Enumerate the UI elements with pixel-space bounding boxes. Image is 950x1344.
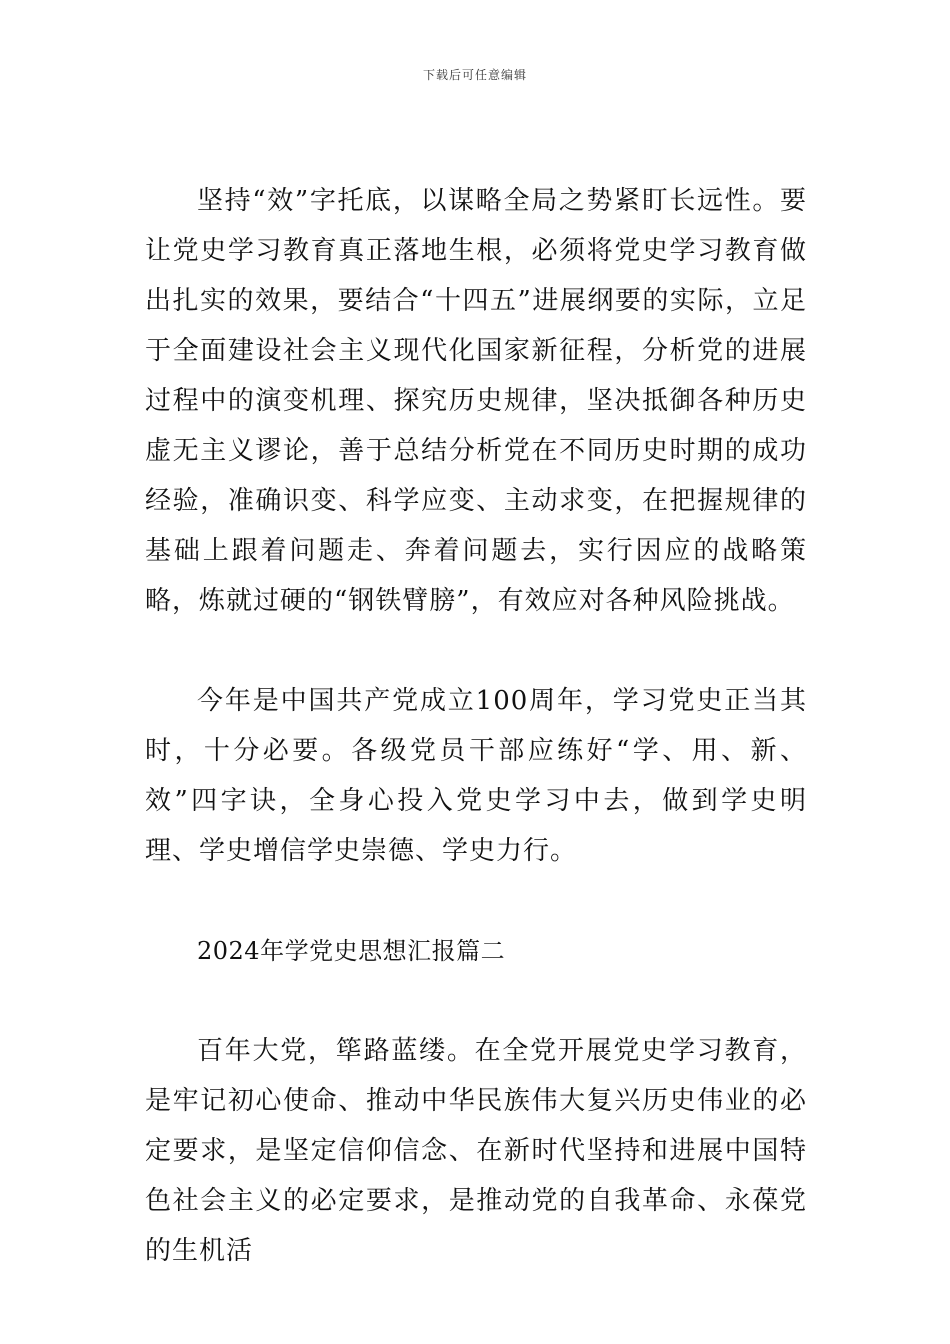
paragraph-gap [145, 626, 807, 676]
header-note: 下载后可任意编辑 [422, 68, 527, 82]
paragraph-2: 今年是中国共产党成立100周年，学习党史正当其时，十分必要。各级党员干部应练好“学、用、新、效”四字诀，全身心投入党史学习中去，做到学史明理、学史增信学史崇德、学史力行。 [145, 686, 807, 866]
paragraph-1: 坚持“效”字托底，以谋略全局之势紧盯长远性。要让党史学习教育真正落地生根，必须将党史学习教育做出扎实的效果，要结合“十四五”进展纲要的实际，立足于全面建设社会主义现代化国家新征程，分析党的进展过程中的演变机理、探究历史规律，坚决抵御各种历史虚无主义谬论，善于总结分析党在不同历史时期的成功经验，准确识变、科学应变、主动求变，在把握规律的基础上跟着问题走、奔着问题去，实行因应的战略策略，炼就过硬的“钢铁臂膀”，有效应对各种风险挑战。 [145, 186, 807, 616]
section-title: 2024年学党史思想汇报篇二 [197, 937, 506, 965]
document-body [145, 176, 807, 1276]
paragraph-gap [145, 976, 807, 1026]
paragraph-3: 百年大党，筚路蓝缕。在全党开展党史学习教育，是牢记初心使命、推动中华民族伟大复兴历史伟业的必定要求，是坚定信仰信念、在新时代坚持和进展中国特色社会主义的必定要求，是推动党的自我革命、永葆党的生机活 [145, 1036, 807, 1266]
paragraph-gap [145, 876, 807, 926]
